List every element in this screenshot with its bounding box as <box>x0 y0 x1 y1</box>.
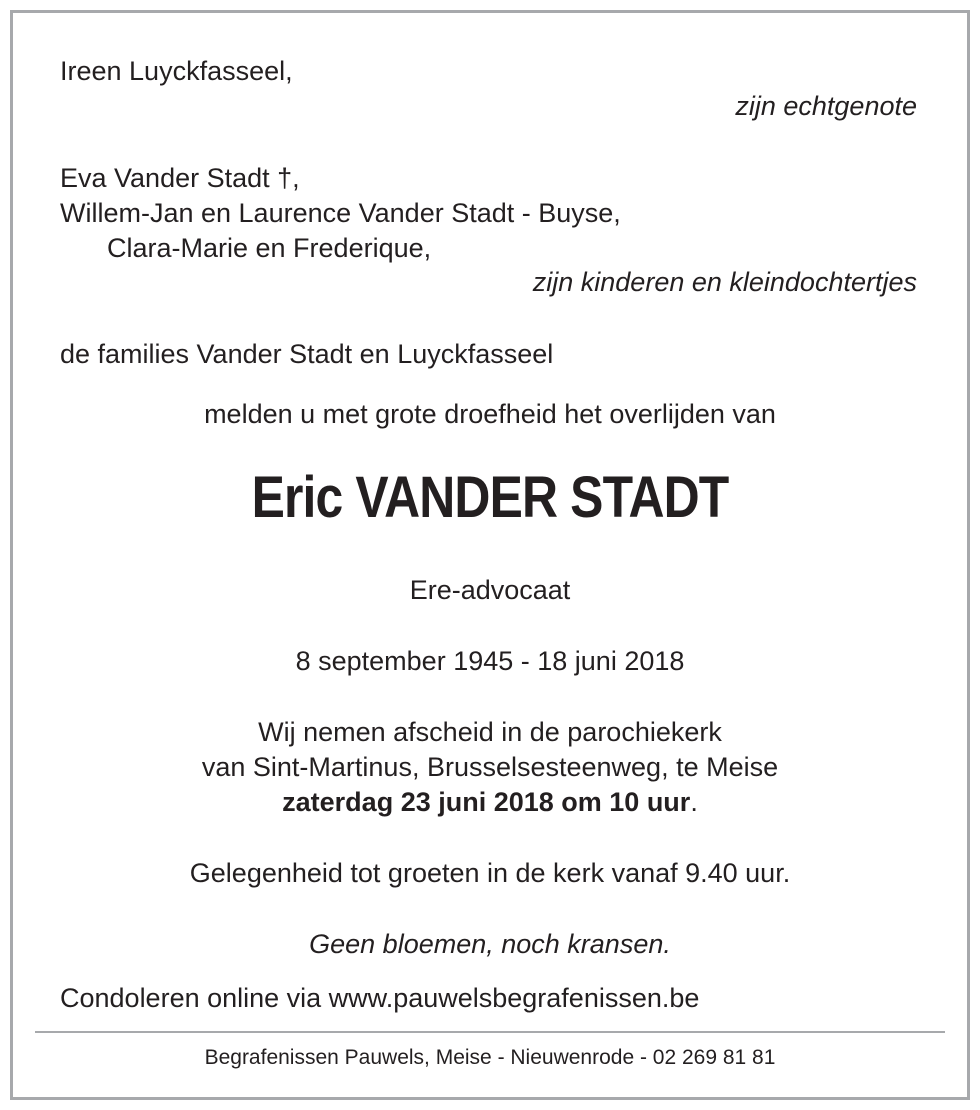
footer-divider <box>35 1031 945 1033</box>
announcement-line: melden u met grote droefheid het overlijden van <box>204 399 776 429</box>
ceremony-datetime-suffix: . <box>690 787 698 817</box>
spouse-name: Ireen Luyckfasseel, <box>60 56 293 86</box>
ceremony-line-2: van Sint-Martinus, Brusselsesteenweg, te Meise <box>201 752 779 782</box>
ceremony-datetime-text: zaterdag 23 juni 2018 om 10 uur <box>282 787 691 817</box>
ceremony-line-1: Wij nemen afscheid in de parochiekerk <box>258 717 722 747</box>
spouse-relation: zijn echtgenote <box>735 91 917 121</box>
child-willem-jan: Willem-Jan en Laurence Vander Stadt - Buyse, <box>60 198 621 228</box>
condolences-line: Condoleren online via www.pauwelsbegrafenissen.be <box>60 983 700 1013</box>
grandchildren: Clara-Marie en Frederique, <box>107 233 432 263</box>
families-line: de families Vander Stadt en Luyckfasseel <box>60 339 554 369</box>
life-dates: 8 september 1945 - 18 juni 2018 <box>295 646 685 676</box>
footer-text: Begrafenissen Pauwels, Meise - Nieuwenrode - 02 269 81 81 <box>204 1046 776 1069</box>
greeting-line: Gelegenheid tot groeten in de kerk vanaf 9.40 uur. <box>189 858 791 888</box>
child-eva: Eva Vander Stadt †, <box>60 163 300 193</box>
children-relation: zijn kinderen en kleindochtertjes <box>532 267 917 297</box>
ceremony-datetime <box>0 786 980 818</box>
deceased-name: Eric VANDER STADT <box>251 465 729 530</box>
deceased-title: Ere-advocaat <box>409 575 571 605</box>
flowers-note: Geen bloemen, noch kransen. <box>309 929 671 959</box>
